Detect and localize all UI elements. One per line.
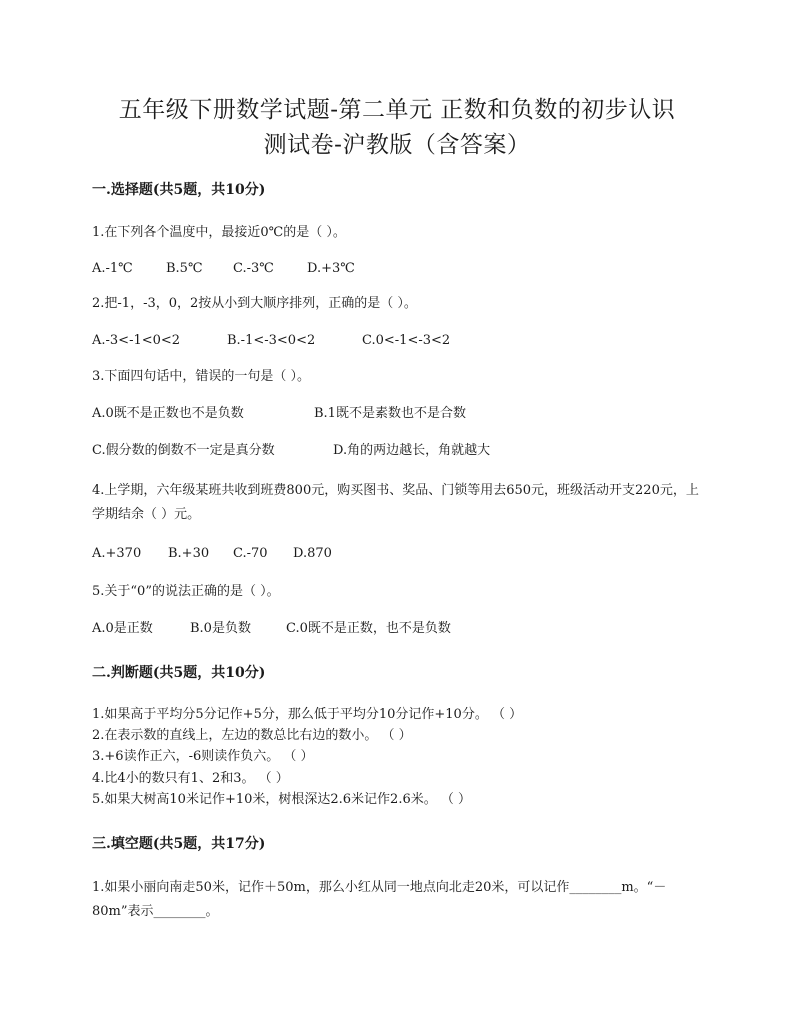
question-1-option-b: B.5℃ [166,261,203,276]
judge-item-5: 5.如果大树高10米记作+10米，树根深达2.6米记作2.6米。 （ ） [92,792,471,807]
fill-question-1: 1.如果小丽向南走50米，记作＋50m，那么小红从同一地点向北走20米，可以记作________m。“－80m”表示________。 [92,880,667,919]
question-3-option-d: D.角的两边越长，角就越大 [333,443,491,458]
question-4-option-c: C.-70 [233,546,268,561]
question-5-option-a: A.0是正数 [92,621,153,636]
question-2-stem: 2.把-1，-3，0，2按从小到大顺序排列，正确的是（ ）。 [92,296,417,311]
question-4-option-b: B.+30 [168,546,210,561]
question-2-option-b: B.-1<-3<0<2 [227,333,316,348]
question-5-option-c: C.0既不是正数，也不是负数 [286,621,451,636]
question-5-stem: 5.关于“0”的说法正确的是（ ）。 [92,584,280,599]
section-heading-fill: 三.填空题(共5题，共17分) [92,836,266,852]
question-5-option-b: B.0是负数 [190,621,251,636]
question-1-stem: 1.在下列各个温度中，最接近0℃的是（ ）。 [92,225,346,240]
question-3-option-a: A.0既不是正数也不是负数 [92,406,244,421]
question-2-option-a: A.-3<-1<0<2 [92,333,181,348]
section-heading-choice: 一.选择题(共5题，共10分) [92,182,266,198]
page-title-line2: 测试卷-沪教版（含答案） [263,132,531,158]
judge-item-3: 3.+6读作正六，-6则读作负六。 （ ） [92,749,314,764]
question-1-option-c: C.-3℃ [233,261,274,276]
judge-item-4: 4.比4小的数只有1、2和3。 （ ） [92,771,289,786]
section-heading-judge: 二.判断题(共5题，共10分) [92,665,266,681]
question-4-stem: 4.上学期，六年级某班共收到班费800元，购买图书、奖品、门锁等用去650元，班级活动开支220元，上学期结余（ ）元。 [92,483,699,522]
page-title-line1: 五年级下册数学试题-第二单元 正数和负数的初步认识 [118,97,676,123]
judge-item-2: 2.在表示数的直线上，左边的数总比右边的数小。 （ ） [92,728,412,743]
question-4-option-d: D.870 [293,546,332,561]
question-3-stem: 3.下面四句话中，错误的一句是（ ）。 [92,369,311,384]
question-4-option-a: A.+370 [92,546,142,561]
question-1-option-a: A.-1℃ [92,261,133,276]
question-2-option-c: C.0<-1<-3<2 [362,333,451,348]
question-3-option-c: C.假分数的倒数不一定是真分数 [92,443,275,458]
question-1-option-d: D.+3℃ [307,261,355,276]
judge-item-1: 1.如果高于平均分5分记作+5分，那么低于平均分10分记作+10分。 （ ） [92,707,523,722]
question-3-option-b: B.1既不是素数也不是合数 [314,406,466,421]
